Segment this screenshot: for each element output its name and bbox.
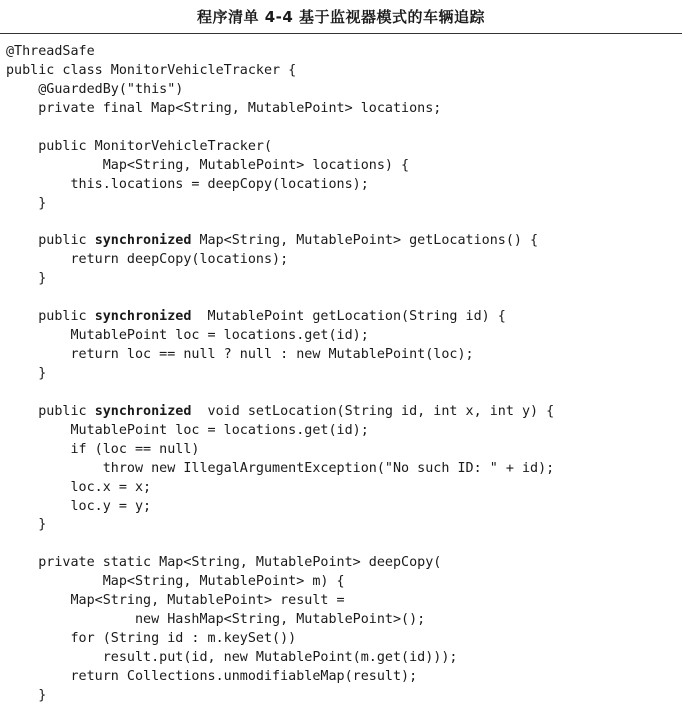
code-line [6,213,554,232]
code-line: @GuardedBy("this") [6,81,184,97]
code-line: public synchronized Map<String, MutablePoint> getLocations() { [6,233,539,249]
code-line: } [6,687,47,703]
code-line: public MonitorVehicleTracker( [6,138,273,154]
code-block [6,43,554,706]
code-line: this.locations = deepCopy(locations); [6,176,369,192]
code-line [6,119,554,138]
code-line: } [6,365,47,381]
code-line [6,289,554,308]
code-line: Map<String, MutablePoint> result = [6,593,345,609]
code-line: MutablePoint loc = locations.get(id); [6,328,369,344]
code-line: public class MonitorVehicleTracker { [6,62,297,78]
code-line: } [6,195,47,211]
code-line: Map<String, MutablePoint> locations) { [6,157,410,173]
code-line: public synchronized void setLocation(String id, int x, int y) { [6,403,555,419]
code-line: return loc == null ? null : new MutablePoint(loc); [6,347,474,362]
code-line [6,535,554,554]
code-line: private final Map<String, MutablePoint> locations; [6,100,442,116]
code-line: MutablePoint loc = locations.get(id); [6,422,369,438]
keyword-synchronized: synchronized [94,403,192,419]
title-rule [0,33,682,34]
code-line [6,384,554,403]
code-line: throw new IllegalArgumentException("No such ID: " + id); [6,460,555,476]
code-line: Map<String, MutablePoint> m) { [6,574,345,590]
keyword-synchronized: synchronized [94,309,192,325]
code-line: return deepCopy(locations); [6,252,289,268]
code-line: return Collections.unmodifiableMap(result); [6,668,418,684]
listing-title: 程序清单 4-4 基于监视器模式的车辆追踪 [196,8,486,26]
code-line: loc.x = x; [6,479,152,495]
code-line: new HashMap<String, MutablePoint>(); [6,612,426,628]
code-line: if (loc == null) [6,441,200,457]
code-line: public synchronized MutablePoint getLocation(String id) { [6,309,506,325]
code-line: @ThreadSafe [6,44,95,59]
keyword-synchronized: synchronized [94,233,192,249]
code-line: private static Map<String, MutablePoint> deepCopy( [6,555,442,571]
code-line: loc.y = y; [6,498,152,514]
code-line: } [6,271,47,287]
code-line: result.put(id, new MutablePoint(m.get(id))); [6,650,458,665]
code-line: } [6,517,47,533]
code-line: for (String id : m.keySet()) [6,631,297,647]
